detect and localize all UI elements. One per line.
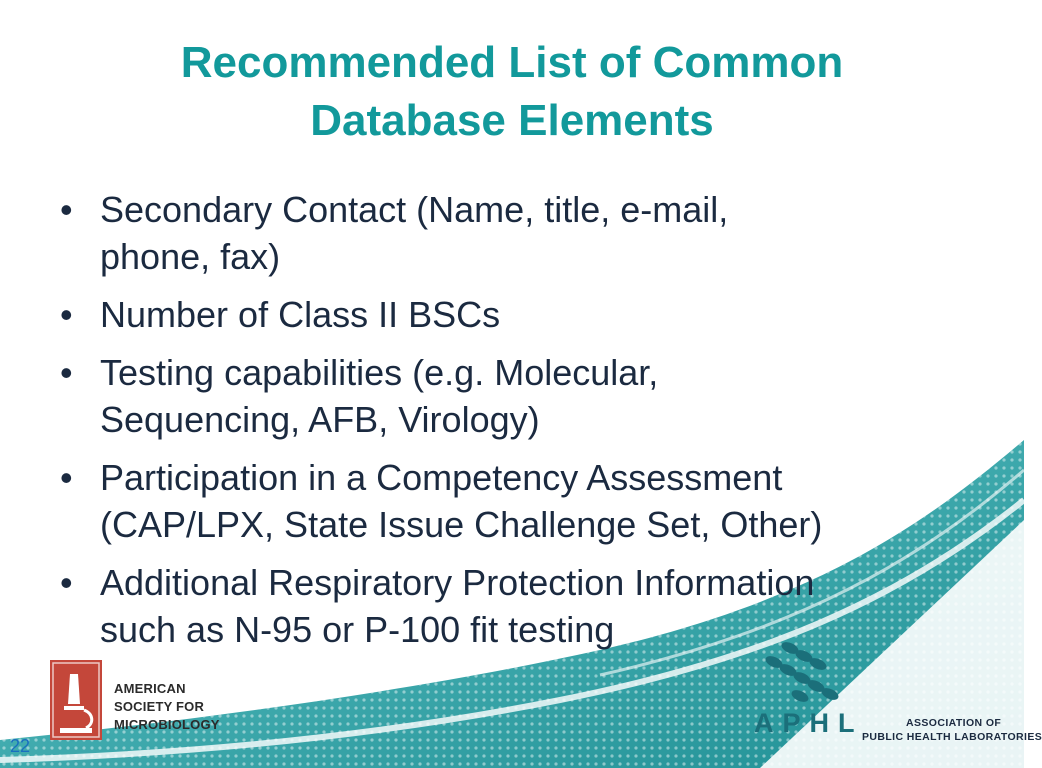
bullet-marker: •	[60, 189, 73, 230]
title-line-2: Database Elements	[310, 96, 714, 145]
bullet-list	[60, 186, 980, 664]
asm-logo	[50, 660, 250, 740]
bullet-item	[60, 349, 980, 443]
bullet-marker: •	[60, 294, 73, 335]
asm-line-2: SOCIETY FOR	[114, 699, 205, 714]
bullet-text-line: (CAP/LPX, State Issue Challenge Set, Other)	[100, 504, 823, 545]
bullet-text-line: Additional Respiratory Protection Information	[100, 562, 815, 603]
bullet-text-line: phone, fax)	[100, 236, 281, 277]
asm-wordmark	[114, 680, 220, 734]
title-line-1: Recommended List of Common	[180, 38, 844, 87]
bullet-item	[60, 186, 980, 280]
aphl-molecule-icon	[760, 640, 850, 710]
bullet-text-line: Sequencing, AFB, Virology)	[100, 399, 540, 440]
asm-line-3: MICROBIOLOGY	[114, 717, 220, 732]
aphl-line-2: PUBLIC HEALTH LABORATORIES	[862, 731, 1042, 743]
bullet-marker: •	[60, 352, 73, 393]
asm-line-1: AMERICAN	[114, 681, 186, 696]
bullet-text-line: Testing capabilities (e.g. Molecular,	[100, 352, 659, 393]
bullet-text-line: such as N-95 or P-100 fit testing	[100, 609, 615, 650]
bullet-item	[60, 454, 980, 548]
bullet-text-line: Participation in a Competency Assessment	[100, 457, 783, 498]
aphl-logo	[740, 640, 1042, 750]
page-number: 22	[10, 736, 31, 756]
bullet-marker: •	[60, 562, 73, 603]
microscope-icon	[50, 660, 102, 740]
bullet-marker: •	[60, 457, 73, 498]
aphl-subtitle	[862, 716, 1042, 744]
aphl-letters: APHL	[754, 708, 864, 738]
slide-title	[40, 34, 984, 150]
bullet-text-line: Secondary Contact (Name, title, e-mail,	[100, 189, 729, 230]
aphl-line-1: ASSOCIATION OF	[906, 717, 1002, 729]
bullet-item	[60, 559, 980, 653]
bullet-item	[60, 291, 980, 338]
bullet-text-line: Number of Class II BSCs	[100, 294, 501, 335]
